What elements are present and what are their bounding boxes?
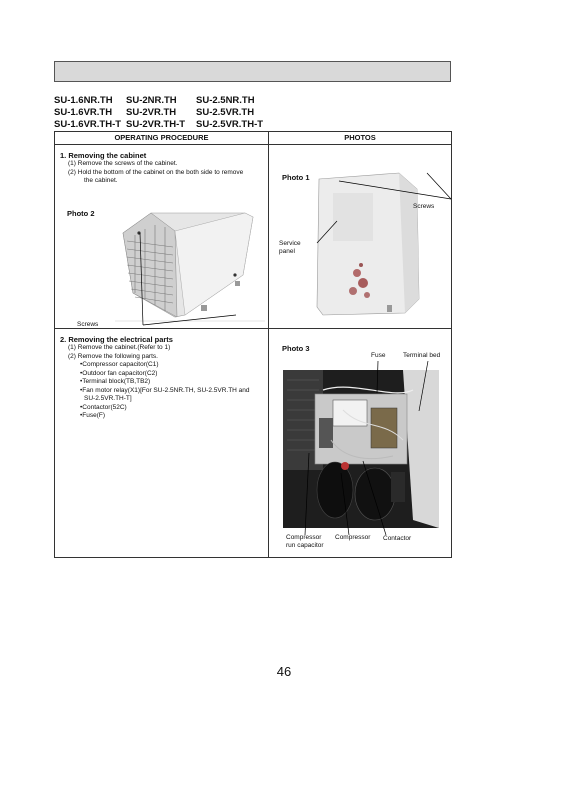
part-item: •Compressor capacitor(C1) — [80, 361, 159, 368]
compressor-run-capacitor-label-1: Compressor — [286, 534, 322, 541]
model-name: SU-2VR.TH-T — [126, 119, 186, 130]
section1-step1: (1) Remove the screws of the cabinet. — [68, 160, 178, 167]
section2-step1: (1) Remove the cabinet.(Refer to 1) — [68, 344, 171, 351]
section2-step2: (2) Remove the following parts. — [68, 352, 158, 360]
photo1-screws-label: Screws — [413, 203, 435, 210]
model-row — [54, 119, 296, 131]
photo1-panel-label: panel — [279, 248, 295, 255]
section1-step2: (2) Hold the bottom of the cabinet on the both side to remove — [68, 168, 244, 176]
terminal-bed-label: Terminal bed — [403, 352, 441, 359]
section1-procedure-cell — [55, 145, 269, 329]
photo2-title: Photo 2 — [67, 209, 95, 218]
photo2-leader-lines — [95, 225, 255, 335]
section2-title: 2. Removing the electrical parts — [60, 335, 173, 344]
model-name: SU-2.5VR.TH — [196, 107, 255, 118]
col-header-photos: PHOTOS — [269, 132, 452, 145]
col-header-procedure: OPERATING PROCEDURE — [55, 132, 269, 145]
model-name: SU-2.5NR.TH — [196, 95, 255, 106]
compressor-run-capacitor-label-2: run capacitor — [286, 542, 324, 549]
page-number: 46 — [276, 664, 292, 679]
section1-title: 1. Removing the cabinet — [60, 151, 147, 160]
procedure-table — [54, 131, 452, 558]
part-item: •Outdoor fan capacitor(C2) — [80, 369, 158, 377]
section2-procedure-cell — [55, 329, 269, 558]
model-name: SU-2.5VR.TH-T — [196, 119, 264, 130]
model-row — [54, 107, 296, 119]
section1-photo-cell — [269, 145, 452, 329]
model-name: SU-1.6VR.TH — [54, 107, 113, 118]
part-item: •Fan motor relay(X1)[For SU-2.5NR.TH, SU-2.5VR.TH and — [80, 386, 250, 394]
model-name: SU-2VR.TH — [126, 107, 177, 118]
model-name: SU-1.6NR.TH — [54, 95, 113, 106]
model-name: SU-1.6VR.TH-T — [54, 119, 122, 130]
fuse-label: Fuse — [371, 352, 386, 359]
header-bar — [54, 61, 451, 82]
part-item: •Contactor(52C) — [80, 403, 127, 411]
section1-step2-cont: the cabinet. — [84, 177, 118, 184]
section2-photo-cell — [269, 329, 452, 558]
model-name: SU-2NR.TH — [126, 95, 177, 106]
photo1-title: Photo 1 — [282, 173, 310, 182]
photo3-title: Photo 3 — [282, 344, 310, 353]
photo1-leader-lines — [289, 163, 464, 273]
part-item: SU-2.5VR.TH-T] — [84, 395, 132, 402]
model-list — [54, 95, 296, 131]
photo1-service-label: Service — [279, 240, 301, 247]
part-item: •Terminal block(TB,TB2) — [80, 378, 151, 385]
part-item: •Fuse(F) — [80, 412, 106, 419]
photo2-screws-label: Screws — [77, 321, 99, 328]
model-row — [54, 95, 296, 107]
compressor-label: Compressor — [335, 534, 371, 541]
contactor-label: Contactor — [383, 535, 412, 542]
